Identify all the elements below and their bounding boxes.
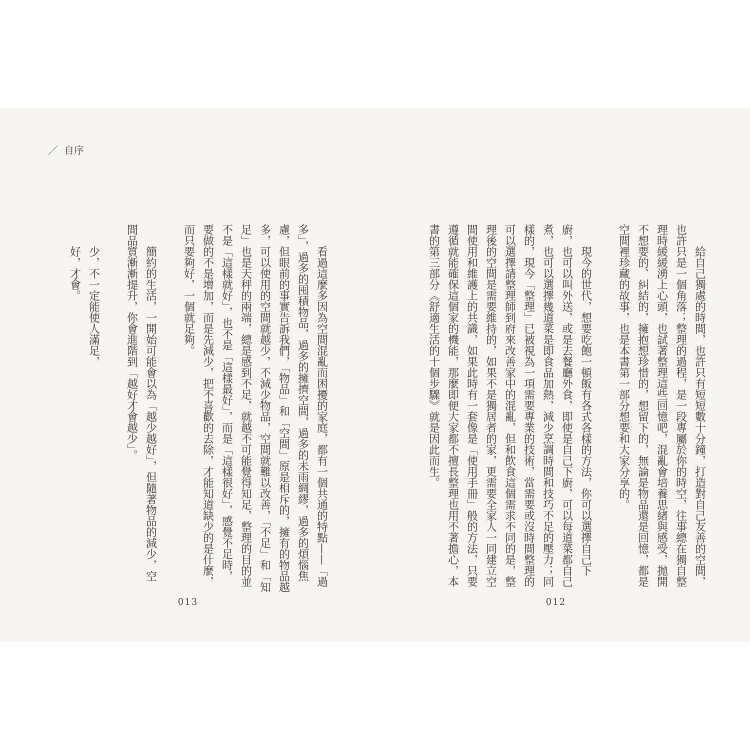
text-column: 煮，也可以選擇幾道菜是即食品加熱，減少烹調時間和技巧不足的壓力；同 xyxy=(541,224,555,587)
text-column: 看過這麼多因為空間混亂而困擾的家庭，都有一個共通的特點——「過 xyxy=(315,246,329,587)
text-column: 間品質漸漸提升，你會進階到「越好才會越少」。 xyxy=(125,224,139,461)
text-column: 理後的空間是需要維持的，如果不是獨居者的家，更需要全家人一同建立空 xyxy=(484,224,498,587)
page-number: 012 xyxy=(545,598,567,608)
text-column: 多，可以使用的空間就越少，不減少物品，空間就難以改善，「不足」和「知 xyxy=(258,224,272,593)
text-column: 理時緩緩湧上心頭，也試著整理這些回憶吧，混亂會培養思緒與感受，拋開 xyxy=(655,224,669,587)
running-head-slash: ／ xyxy=(48,146,58,157)
text-column: 給自己獨處的時間，也許只有短短數十分鐘，打造對自己友善的空間， xyxy=(693,246,707,587)
text-column: 也許只是一個角落；整理的過程，是一段專屬於你的時空，往事總在獨自整 xyxy=(674,224,688,587)
text-column: 現今的世代，想要吃飽一頓飯有各式各樣的方法，你可以選擇自己下 xyxy=(579,246,593,576)
text-column: 樣的，現今「整理」已被視為一項需要專業的技術，當需要或沒時間整理的 xyxy=(522,224,536,587)
running-head-title: 自序 xyxy=(64,146,84,157)
text-column: 廚，也可以叫外送，或是去餐廳外食，即使是自己下廚，可以每道菜都自己 xyxy=(560,224,574,587)
text-column: 簡約的生活，一開始可能會以為「越少越好」，但隨著物品的減少，空 xyxy=(144,246,158,582)
text-column: 空間裡珍藏的故事，也是本書第一部分想要和大家分享的。 xyxy=(617,224,631,510)
text-column: 而只要夠好，一個就足夠。 xyxy=(182,224,196,356)
text-column: 少，不一定能使人滿足， xyxy=(87,246,101,367)
text-column: 慮，但眼前的事實告訴我們，「物品」和「空間」原是相斥的，擁有的物品越 xyxy=(277,224,291,593)
text-column: 可以選擇請整理師到府來改善家中的混亂，但和飲食這個需求不同的是，整 xyxy=(503,224,517,587)
text-column: 間使用和維護上的共識，如果此時有一套像是「使用手冊」般的方法，只要 xyxy=(465,224,479,587)
running-head xyxy=(48,146,84,158)
text-column: 多」，過多的囤積物品，過多的擁擠空間，過多的未雨綢繆，過多的煩惱焦 xyxy=(296,224,310,582)
text-column: 不想要的、糾結的，擁抱想珍惜的，想留下的，無論是物品還是回憶，都是 xyxy=(636,224,650,587)
text-column: 好，才會。 xyxy=(68,246,82,301)
text-column: 遵循就能確保這個家的機能，那麼即便大家都不擅長整理也用不著擔心，本 xyxy=(446,224,460,587)
text-column: 書的第三部分《舒適生活的十個步驟》就是因此而生。 xyxy=(427,224,441,488)
text-column: 要做的不是增加，而是先減少，把不喜歡的去除，才能知道缺少的是什麼， xyxy=(201,224,215,587)
book-spread xyxy=(0,108,750,642)
page-number: 013 xyxy=(177,598,199,608)
text-column: 不是「這樣就好」，也不是「這樣最好」，而是「這樣很好」，感覺不足時， xyxy=(220,224,234,582)
left-page xyxy=(0,108,375,642)
text-column: 足」也是天秤的兩端，總是感到不足，就越不可能覺得知足，整理的目的並 xyxy=(239,224,253,587)
right-page xyxy=(375,108,750,642)
